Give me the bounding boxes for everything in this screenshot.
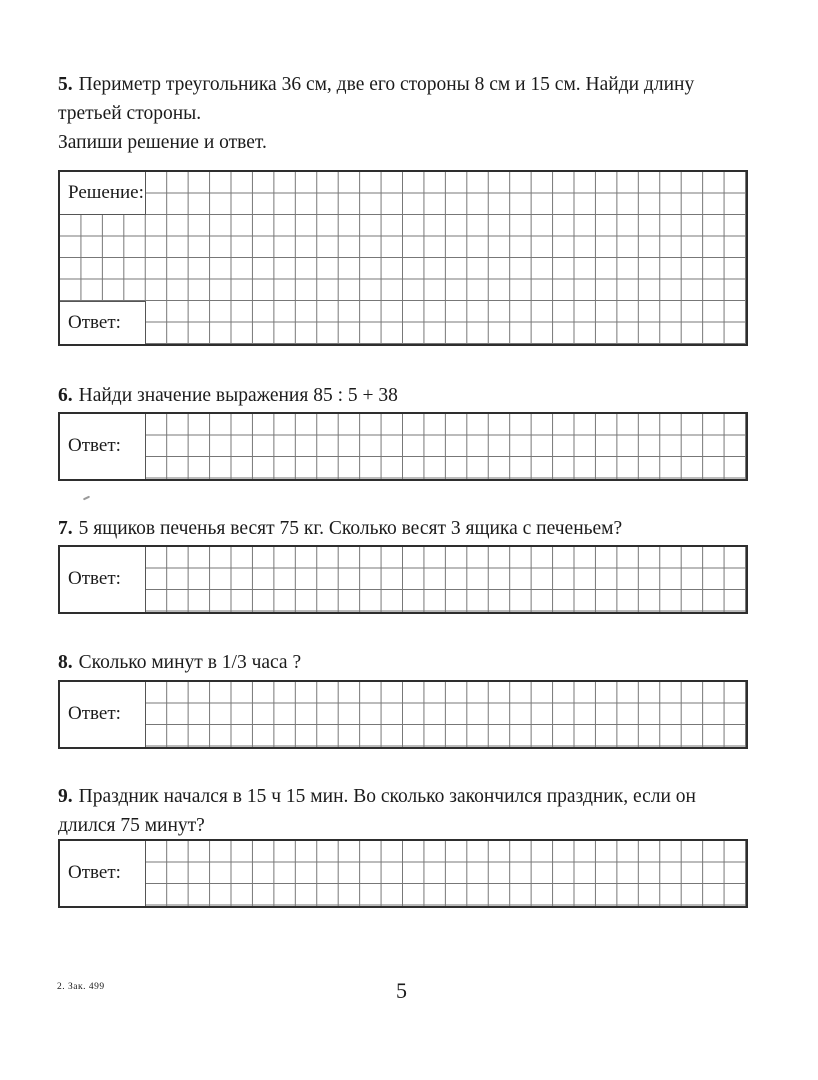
- problem-5-solution-grid: [58, 170, 748, 346]
- problem-9-number: 9.: [58, 786, 73, 807]
- problem-9-answer-grid: [58, 839, 748, 908]
- problem-9-text-line-1: Праздник начался в 15 ч 15 мин. Во сколько закончился праздник, если он: [78, 786, 696, 807]
- problem-6-statement: [58, 381, 398, 410]
- problem-7-statement: [58, 514, 622, 543]
- instruction-line: [58, 128, 267, 157]
- problem-6-answer-grid: [58, 412, 748, 481]
- problem-5-number: 5.: [58, 74, 73, 95]
- scan-artifact: [83, 496, 90, 501]
- problem-7-text: 5 ящиков печенья весят 75 кг. Сколько весят 3 ящика с печеньем?: [78, 518, 623, 539]
- problem-7-answer-grid: [58, 545, 748, 614]
- statement-line: [58, 70, 694, 99]
- problem-8-statement: [58, 648, 301, 677]
- problem-9-statement: [58, 782, 696, 840]
- problem-7-number: 7.: [58, 518, 73, 539]
- problem-8-number: 8.: [58, 652, 73, 673]
- solution-label: Решение:: [68, 182, 144, 203]
- solution-label-box: [60, 172, 146, 215]
- problem-8-answer-grid: [58, 680, 748, 749]
- problem-6-number: 6.: [58, 385, 73, 406]
- problem-8-text: Сколько минут в 1/3 часа ?: [78, 652, 302, 673]
- answer-label: Ответ:: [68, 312, 121, 333]
- answer-label-box: [60, 682, 146, 747]
- statement-line: [58, 811, 696, 840]
- answer-label-box: [60, 547, 146, 612]
- problem-5-text-line-1: Периметр треугольника 36 см, две его стороны 8 см и 15 см. Найди длину: [78, 74, 695, 95]
- problem-9-text-line-2: длился 75 минут?: [58, 815, 205, 836]
- statement-line: [58, 782, 696, 811]
- imprint: 2. Зак. 499: [57, 982, 105, 992]
- problem-5-text-line-2: третьей стороны.: [58, 103, 202, 124]
- answer-label: Ответ:: [68, 703, 121, 725]
- answer-label-box: [60, 414, 146, 479]
- problem-5-statement: [58, 70, 694, 128]
- statement-line: [58, 99, 694, 128]
- answer-label-box: [60, 301, 146, 344]
- statement-line: [58, 648, 301, 677]
- problem-5-instruction: [58, 128, 267, 157]
- answer-label-box: [60, 841, 146, 906]
- problem-6-text: Найди значение выражения 85 : 5 + 38: [78, 385, 398, 406]
- page-number: 5: [396, 978, 407, 1003]
- answer-label: Ответ:: [68, 862, 121, 884]
- instruction-text: Запиши решение и ответ.: [58, 132, 267, 153]
- statement-line: [58, 514, 622, 543]
- answer-label: Ответ:: [68, 435, 121, 457]
- statement-line: [58, 381, 398, 410]
- answer-label: Ответ:: [68, 568, 121, 590]
